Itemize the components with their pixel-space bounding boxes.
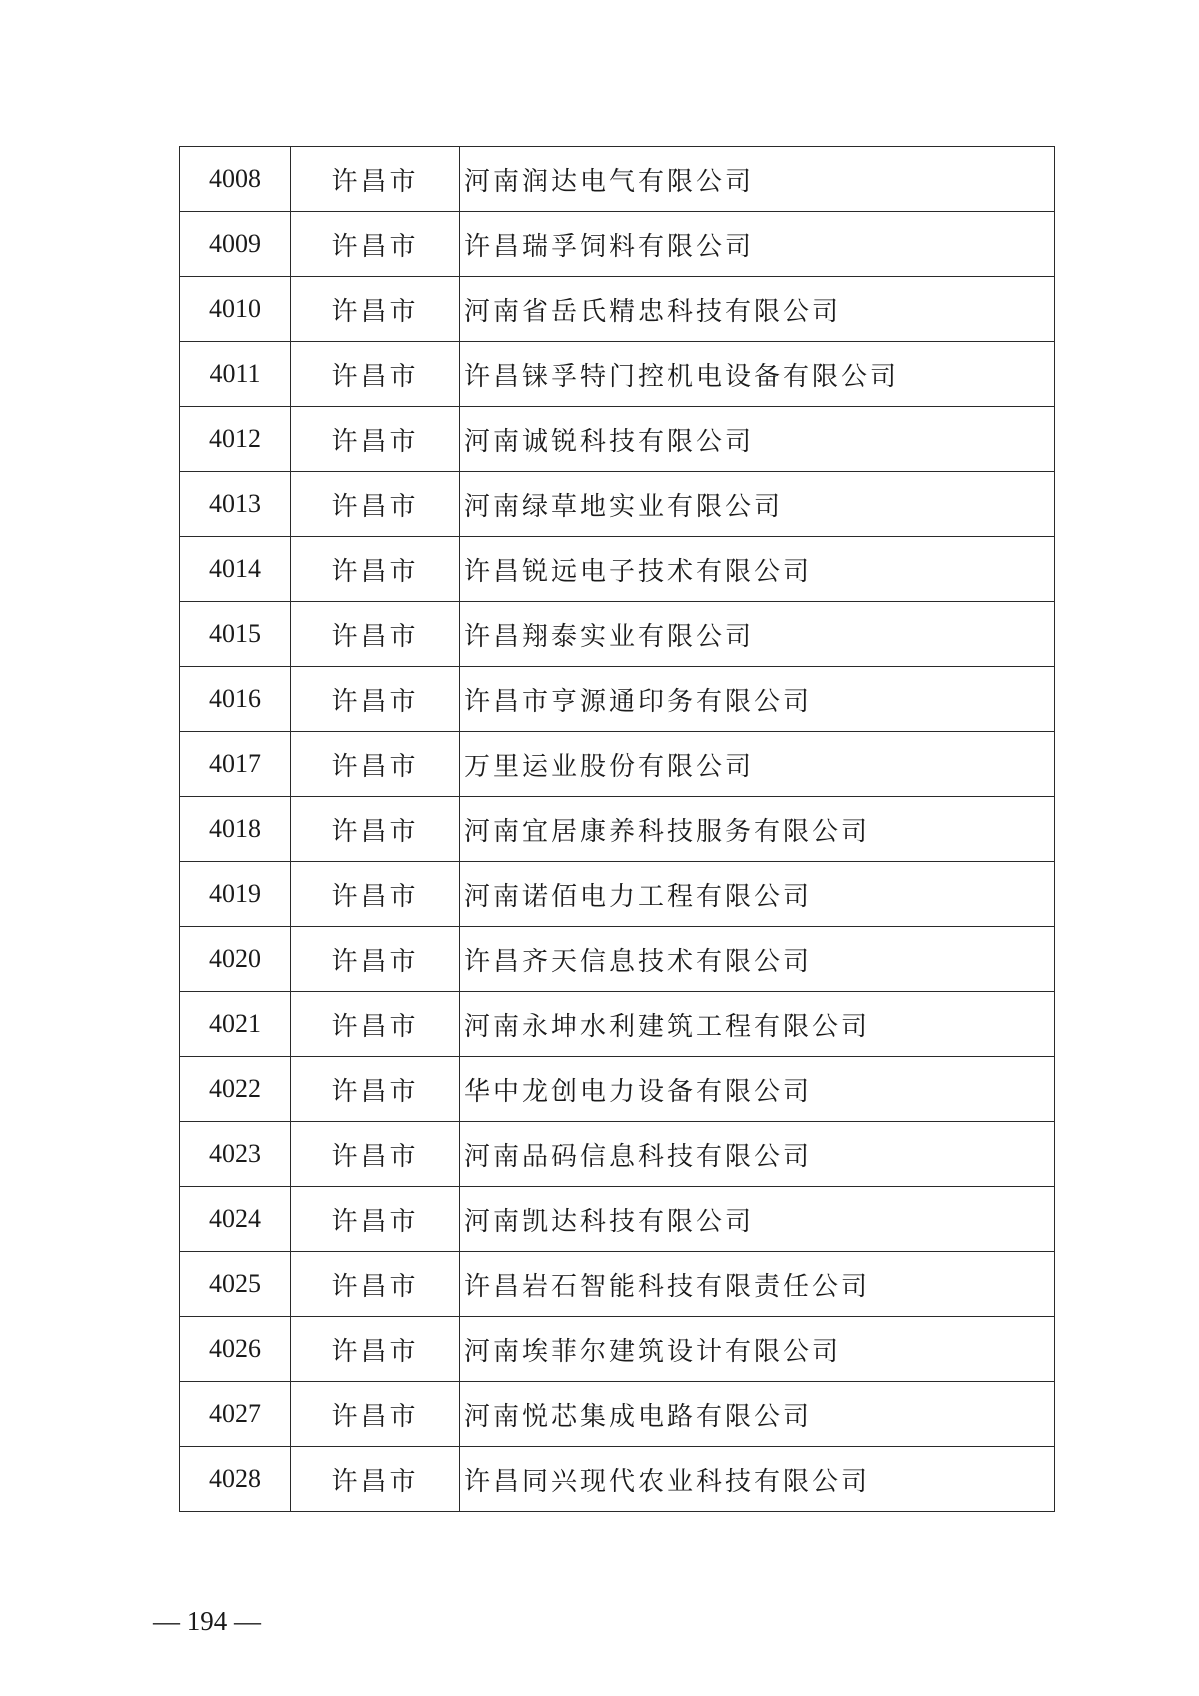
row-number-cell: 4008	[180, 147, 291, 212]
row-number-cell: 4028	[180, 1447, 291, 1512]
table-row	[180, 1187, 1055, 1252]
company-name-cell: 河南凯达科技有限公司	[460, 1187, 1055, 1252]
company-name-cell: 许昌岩石智能科技有限责任公司	[460, 1252, 1055, 1317]
row-number-cell: 4010	[180, 277, 291, 342]
table-row	[180, 797, 1055, 862]
company-name-cell: 河南省岳氏精忠科技有限公司	[460, 277, 1055, 342]
company-name-cell: 河南品码信息科技有限公司	[460, 1122, 1055, 1187]
city-cell: 许昌市	[291, 1382, 460, 1447]
table-row	[180, 212, 1055, 277]
table-row	[180, 667, 1055, 732]
row-number-cell: 4014	[180, 537, 291, 602]
city-cell: 许昌市	[291, 732, 460, 797]
city-cell: 许昌市	[291, 602, 460, 667]
city-cell: 许昌市	[291, 1057, 460, 1122]
row-number-cell: 4017	[180, 732, 291, 797]
company-name-cell: 河南悦芯集成电路有限公司	[460, 1382, 1055, 1447]
company-name-cell: 河南诺佰电力工程有限公司	[460, 862, 1055, 927]
city-cell: 许昌市	[291, 147, 460, 212]
city-cell: 许昌市	[291, 1447, 460, 1512]
city-cell: 许昌市	[291, 992, 460, 1057]
row-number-cell: 4016	[180, 667, 291, 732]
row-number-cell: 4012	[180, 407, 291, 472]
table-row	[180, 1317, 1055, 1382]
row-number-cell: 4025	[180, 1252, 291, 1317]
table-row	[180, 732, 1055, 797]
company-name-cell: 河南诚锐科技有限公司	[460, 407, 1055, 472]
table-row	[180, 1382, 1055, 1447]
city-cell: 许昌市	[291, 667, 460, 732]
table-row	[180, 342, 1055, 407]
row-number-cell: 4019	[180, 862, 291, 927]
city-cell: 许昌市	[291, 1187, 460, 1252]
city-cell: 许昌市	[291, 862, 460, 927]
city-cell: 许昌市	[291, 927, 460, 992]
table-row	[180, 407, 1055, 472]
table-row	[180, 927, 1055, 992]
row-number-cell: 4026	[180, 1317, 291, 1382]
company-name-cell: 万里运业股份有限公司	[460, 732, 1055, 797]
table-row	[180, 992, 1055, 1057]
table-row	[180, 1122, 1055, 1187]
row-number-cell: 4020	[180, 927, 291, 992]
row-number-cell: 4015	[180, 602, 291, 667]
company-table	[179, 146, 1055, 1512]
company-name-cell: 河南润达电气有限公司	[460, 147, 1055, 212]
table-row	[180, 277, 1055, 342]
company-name-cell: 许昌铼孚特门控机电设备有限公司	[460, 342, 1055, 407]
row-number-cell: 4022	[180, 1057, 291, 1122]
city-cell: 许昌市	[291, 797, 460, 862]
table-body	[180, 147, 1055, 1512]
city-cell: 许昌市	[291, 407, 460, 472]
company-name-cell: 许昌瑞孚饲料有限公司	[460, 212, 1055, 277]
row-number-cell: 4013	[180, 472, 291, 537]
city-cell: 许昌市	[291, 537, 460, 602]
city-cell: 许昌市	[291, 1252, 460, 1317]
company-name-cell: 河南埃菲尔建筑设计有限公司	[460, 1317, 1055, 1382]
company-name-cell: 华中龙创电力设备有限公司	[460, 1057, 1055, 1122]
table-row	[180, 537, 1055, 602]
company-name-cell: 河南绿草地实业有限公司	[460, 472, 1055, 537]
company-name-cell: 许昌市亨源通印务有限公司	[460, 667, 1055, 732]
company-name-cell: 许昌翔泰实业有限公司	[460, 602, 1055, 667]
city-cell: 许昌市	[291, 277, 460, 342]
table-row	[180, 1447, 1055, 1512]
company-name-cell: 许昌齐天信息技术有限公司	[460, 927, 1055, 992]
row-number-cell: 4011	[180, 342, 291, 407]
table-row	[180, 472, 1055, 537]
row-number-cell: 4018	[180, 797, 291, 862]
table-row	[180, 862, 1055, 927]
company-name-cell: 河南宜居康养科技服务有限公司	[460, 797, 1055, 862]
row-number-cell: 4023	[180, 1122, 291, 1187]
row-number-cell: 4021	[180, 992, 291, 1057]
city-cell: 许昌市	[291, 472, 460, 537]
table-row	[180, 1252, 1055, 1317]
row-number-cell: 4027	[180, 1382, 291, 1447]
row-number-cell: 4009	[180, 212, 291, 277]
page-number: — 194 —	[153, 1606, 261, 1636]
company-name-cell: 许昌同兴现代农业科技有限公司	[460, 1447, 1055, 1512]
table-row	[180, 1057, 1055, 1122]
table-row	[180, 147, 1055, 212]
city-cell: 许昌市	[291, 1122, 460, 1187]
city-cell: 许昌市	[291, 342, 460, 407]
city-cell: 许昌市	[291, 212, 460, 277]
row-number-cell: 4024	[180, 1187, 291, 1252]
company-name-cell: 河南永坤水利建筑工程有限公司	[460, 992, 1055, 1057]
table-row	[180, 602, 1055, 667]
city-cell: 许昌市	[291, 1317, 460, 1382]
company-name-cell: 许昌锐远电子技术有限公司	[460, 537, 1055, 602]
